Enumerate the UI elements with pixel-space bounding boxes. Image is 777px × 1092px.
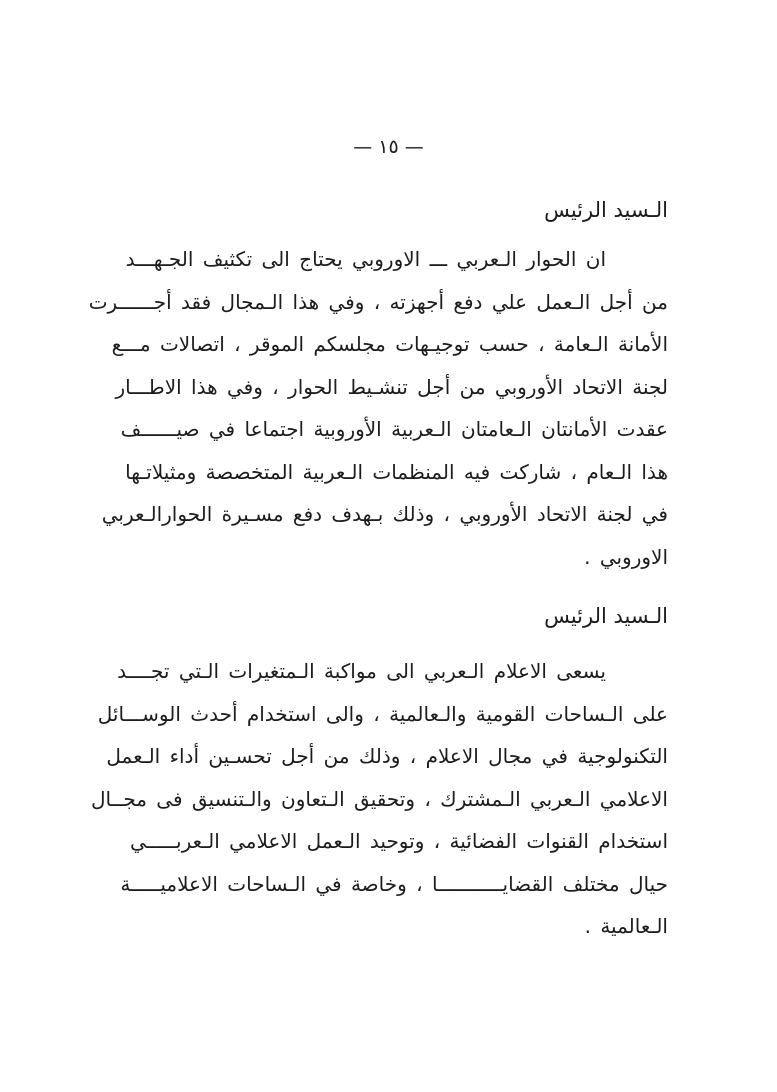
text-line: على الـساحات القومية والـعالمية ، والى استخدام أحدث الوســـائل xyxy=(97,701,668,726)
text-line: يسعى الاعلام الـعربي الى مواكبة الـمتغيرات الـتي تجــــد xyxy=(117,659,606,683)
text-line: الاوروبي . xyxy=(584,544,668,569)
text-line: حيال مختلف القضايـــــــــــا ، وخاصة في الـساحات الاعلاميـــــة xyxy=(120,871,668,896)
section-2-paragraph xyxy=(55,650,668,948)
text-line: عقدت الأمانتان الـعامتان الـعربية الأوروبية اجتماعا في صيــــــف xyxy=(120,417,668,441)
text-line: التكنولوجية في مجال الاعلام ، وذلك من أجل تحسـين أداء الـعمل xyxy=(106,744,668,768)
text-line: استخدام القنوات الفضائية ، وتوحيد الـعمل الاعلامي الـعربـــــي xyxy=(130,829,668,853)
text-line: الأمانة الـعامة ، حسب توجيـهات مجلسكم الموقر ، اتصالات مـــع xyxy=(111,332,668,356)
text-line: ان الحوار الـعربي ـــ الاوروبي يحتاج الى تكثيف الجـهـــد xyxy=(125,247,606,271)
section-2-heading: الـسيد الرئيس xyxy=(544,604,668,628)
section-1-heading: الـسيد الرئيس xyxy=(544,198,668,222)
text-line: هذا الـعام ، شاركت فيه المنظمات الـعربية المتخصصة ومثيلاتـها xyxy=(125,459,668,484)
text-line: في لجنة الاتحاد الأوروبي ، وذلك بـهدف دفع مسـيرة الحوارالـعربي xyxy=(101,502,668,526)
section-1-paragraph xyxy=(55,238,668,578)
text-line: من أجل الـعمل علي دفع أجهزته ، وفي هذا الـمجال فقد أجــــــرت xyxy=(88,289,668,314)
text-line: الـعالمية . xyxy=(584,914,668,938)
text-line: الاعلامي الـعربي الـمشترك ، وتحقيق الـتعاون والـتنسيق فى مجــال xyxy=(90,786,668,811)
page-number: — ١٥ — xyxy=(353,136,424,158)
text-line: لجنة الاتحاد الأوروبي من أجل تنشـيط الحوار ، وفي هذا الاطـــار xyxy=(115,374,668,399)
